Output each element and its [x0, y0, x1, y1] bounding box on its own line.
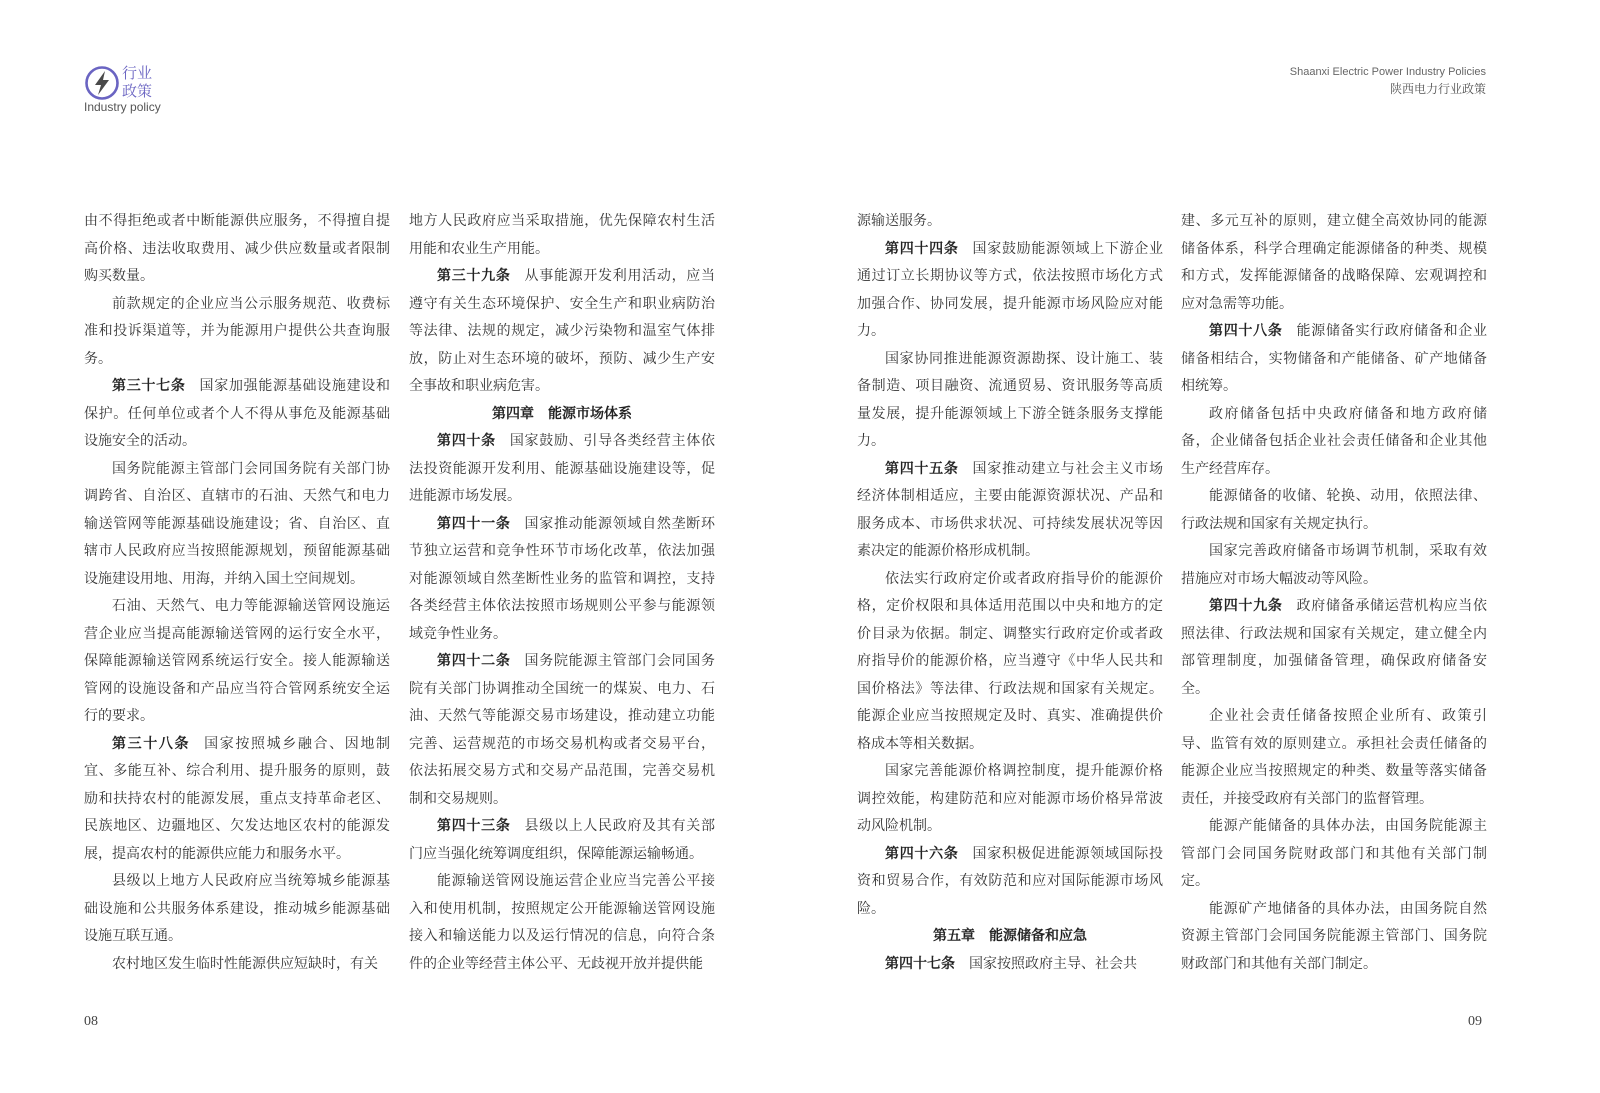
paragraph: [409, 648, 715, 813]
paragraph-text: 国家推动建立与社会主义市场经济体制相适应，主要由能源资源状况、产品和服务成本、市场供求状况、可持续发展状况等因素决定的能源价格形成机制。: [857, 460, 1164, 559]
article-label: 第四十条: [437, 433, 496, 449]
running-header-en: Shaanxi Electric Power Industry Policies: [1289, 66, 1486, 78]
paragraph: [409, 511, 715, 649]
paragraph-text: 县级以上地方人民政府应当统筹城乡能源基础设施和公共服务体系建设，推动城乡能源基础设施互联互通。: [84, 873, 390, 944]
article-label: 第四十九条: [1209, 598, 1283, 614]
brand-title-line1: 行业: [122, 64, 153, 82]
paragraph-text: 国家鼓励、引导各类经营主体依法投资能源开发利用、能源基础设施建设等，促进能源市场发展。: [409, 433, 716, 504]
paragraph-text: 能源储备的收储、轮换、动用，依照法律、行政法规和国家有关规定执行。: [1181, 488, 1487, 532]
text-column-4: [1181, 208, 1487, 978]
paragraph: [857, 456, 1163, 566]
paragraph: [1181, 896, 1487, 979]
text-column-2: [409, 208, 715, 978]
article-label: 第四十四条: [885, 240, 959, 257]
brand-subtitle: Industry policy: [84, 100, 161, 114]
paragraph: [1181, 483, 1487, 538]
article-label: 第三十七条: [112, 378, 186, 394]
paragraph: [857, 566, 1163, 759]
paragraph-text: 国家完善政府储备市场调节机制，采取有效措施应对市场大幅波动等风险。: [1181, 543, 1487, 587]
paragraph: [1181, 538, 1487, 593]
article-label: 第三十八条: [112, 735, 191, 752]
paragraph: [857, 758, 1163, 841]
paragraph: [84, 291, 390, 374]
paragraph-text: 能源输送管网设施运营企业应当完善公平接入和使用机制，按照规定公开能源输送管网设施接入和输送能力以及运行情况的信息，向符合条件的企业等经营主体公平、无歧视开放并提供能: [409, 873, 715, 972]
paragraph: [409, 428, 715, 511]
article-label: 第四十八条: [1209, 323, 1283, 339]
paragraph: [84, 868, 390, 951]
paragraph: [857, 841, 1163, 924]
paragraph: [1181, 813, 1487, 896]
brand-title-line2: 政策: [122, 82, 153, 100]
paragraph: [84, 731, 390, 869]
paragraph-text: 国务院能源主管部门会同国务院有关部门协调推动全国统一的煤炭、电力、石油、天然气等能源交易市场建设，推动建立功能完善、运营规范的市场交易机构或者交易平台，依法拓展交易方式和交易产品范围，完善交易机制和交易规则。: [409, 653, 716, 807]
paragraph: [409, 813, 715, 868]
article-label: 第四十二条: [437, 653, 511, 669]
page-number-left: 08: [84, 1014, 98, 1029]
paragraph-text: 国家鼓励能源领域上下游企业通过订立长期协议等方式，依法按照市场化方式加强合作、协同发展，提升能源市场风险应对能力。: [857, 240, 1164, 339]
paragraph-text: 能源储备实行政府储备和企业储备相结合，实物储备和产能储备、矿产地储备相统筹。: [1181, 323, 1488, 394]
paragraph-text: 从事能源开发利用活动，应当遵守有关生态环境保护、安全生产和职业病防治等法律、法规的规定，减少污染物和温室气体排放，防止对生态环境的破坏，预防、减少生产安全事故和职业病危害。: [409, 268, 716, 394]
paragraph-text: 农村地区发生临时性能源供应短缺时，有关: [112, 955, 378, 972]
paragraph: [1181, 593, 1487, 703]
text-column-1: [84, 208, 390, 978]
article-label: 第四十五条: [885, 460, 959, 477]
paragraph-text: 能源产能储备的具体办法，由国务院能源主管部门会同国务院财政部门和其他有关部门制定。: [1181, 818, 1487, 889]
paragraph-text: 依法实行政府定价或者政府指导价的能源价格，定价权限和具体适用范围以中央和地方的定价目录为依据。制定、调整实行政府定价或者政府指导价的能源价格，应当遵守《中华人民共和国价格法》等法律、行政法规和国家有关规定。能源企业应当按照规定及时、真实、准确提供价格成本等相关数据。: [857, 570, 1163, 752]
paragraph: [84, 373, 390, 456]
paragraph: [857, 346, 1163, 456]
paragraph: [1181, 208, 1487, 318]
article-label: 第四十七条: [885, 955, 955, 972]
text-column-3: [857, 208, 1163, 978]
paragraph-text: 国家按照政府主导、社会共: [969, 955, 1137, 972]
article-label: 第四十六条: [885, 845, 959, 862]
brand-logo: [84, 64, 204, 124]
paragraph: [857, 951, 1163, 979]
paragraph-text: 能源矿产地储备的具体办法，由国务院自然资源主管部门会同国务院能源主管部门、国务院财政部门和其他有关部门制定。: [1181, 900, 1487, 972]
paragraph-text: 国家积极促进能源领域国际投资和贸易合作，有效防范和应对国际能源市场风险。: [857, 845, 1164, 917]
running-header: [1290, 64, 1486, 98]
paragraph-text: 国家协同推进能源资源勘探、设计施工、装备制造、项目融资、流通贸易、资讯服务等高质量发展，提升能源领域上下游全链条服务支撑能力。: [857, 350, 1163, 449]
paragraph-text: 地方人民政府应当采取措施，优先保障农村生活用能和农业生产用能。: [409, 213, 715, 257]
paragraph: [84, 456, 390, 594]
page-number-right: 09: [1468, 1014, 1482, 1029]
paragraph: [1181, 318, 1487, 401]
paragraph: [409, 263, 715, 401]
paragraph-text: 国家完善能源价格调控制度，提升能源价格调控效能，构建防范和应对能源市场价格异常波动风险机制。: [857, 763, 1163, 834]
paragraph-text: 石油、天然气、电力等能源输送管网设施运营企业应当提高能源输送管网的运行安全水平，保障能源输送管网系统运行安全。接人能源输送管网的设施设备和产品应当符合管网系统安全运行的要求。: [84, 598, 390, 724]
paragraph-text: 前款规定的企业应当公示服务规范、收费标准和投诉渠道等，并为能源用户提供公共查询服务。: [84, 295, 390, 367]
paragraph-text: 源输送服务。: [857, 213, 941, 229]
paragraph: [857, 208, 1163, 236]
running-header-cn: 陕西电力行业政策: [1389, 82, 1486, 96]
paragraph-text: 政府储备包括中央政府储备和地方政府储备，企业储备包括企业社会责任储备和企业其他生产经营库存。: [1181, 405, 1487, 477]
chapter-heading: 第五章 能源储备和应急: [933, 928, 1087, 944]
paragraph: [1181, 401, 1487, 484]
paragraph: [409, 208, 715, 263]
paragraph-text: 由不得拒绝或者中断能源供应服务，不得擅自提高价格、违法收取费用、减少供应数量或者限制购买数量。: [84, 213, 390, 284]
article-label: 第四十三条: [437, 818, 511, 834]
paragraph-text: 国家加强能源基础设施建设和保护。任何单位或者个人不得从事危及能源基础设施安全的活动。: [84, 378, 391, 449]
paragraph: [857, 236, 1163, 346]
article-label: 第四十一条: [437, 515, 511, 532]
paragraph-text: 县级以上人民政府及其有关部门应当强化统筹调度组织，保障能源运输畅通。: [409, 818, 716, 862]
paragraph-text: 建、多元互补的原则，建立健全高效协同的能源储备体系，科学合理确定能源储备的种类、规模和方式，发挥能源储备的战略保障、宏观调控和应对急需等功能。: [1181, 213, 1487, 312]
paragraph-text: 国务院能源主管部门会同国务院有关部门协调跨省、自治区、直辖市的石油、天然气和电力输送管网等能源基础设施建设；省、自治区、直辖市人民政府应当按照能源规划，预留能源基础设施建设用地、用海，并纳入国土空间规划。: [84, 460, 390, 587]
paragraph: [84, 208, 390, 291]
chapter-heading: 第四章 能源市场体系: [492, 405, 632, 422]
paragraph: [1181, 703, 1487, 813]
article-label: 第三十九条: [437, 268, 511, 284]
paragraph: [84, 593, 390, 731]
paragraph: [84, 951, 390, 979]
paragraph-text: 国家推动能源领域自然垄断环节独立运营和竞争性环节市场化改革，依法加强对能源领域自然垄断性业务的监管和调控，支持各类经营主体依法按照市场规则公平参与能源领域竞争性业务。: [409, 515, 716, 642]
paragraph-text: 企业社会责任储备按照企业所有、政策引导、监管有效的原则建立。承担社会责任储备的能源企业应当按照规定的种类、数量等落实储备责任，并接受政府有关部门的监督管理。: [1181, 708, 1487, 807]
paragraph-text: 政府储备承储运营机构应当依照法律、行政法规和国家有关规定，建立健全内部管理制度，加强储备管理，确保政府储备安全。: [1181, 598, 1488, 697]
paragraph-text: 国家按照城乡融合、因地制宜、多能互补、综合利用、提升服务的原则，鼓励和扶持农村的能源发展，重点支持革命老区、民族地区、边疆地区、欠发达地区农村的能源发展，提高农村的能源供应能力和服务水平。: [84, 735, 390, 862]
lightning-bolt-icon: [84, 65, 120, 101]
paragraph: [409, 868, 715, 978]
brand-title: [122, 64, 152, 100]
